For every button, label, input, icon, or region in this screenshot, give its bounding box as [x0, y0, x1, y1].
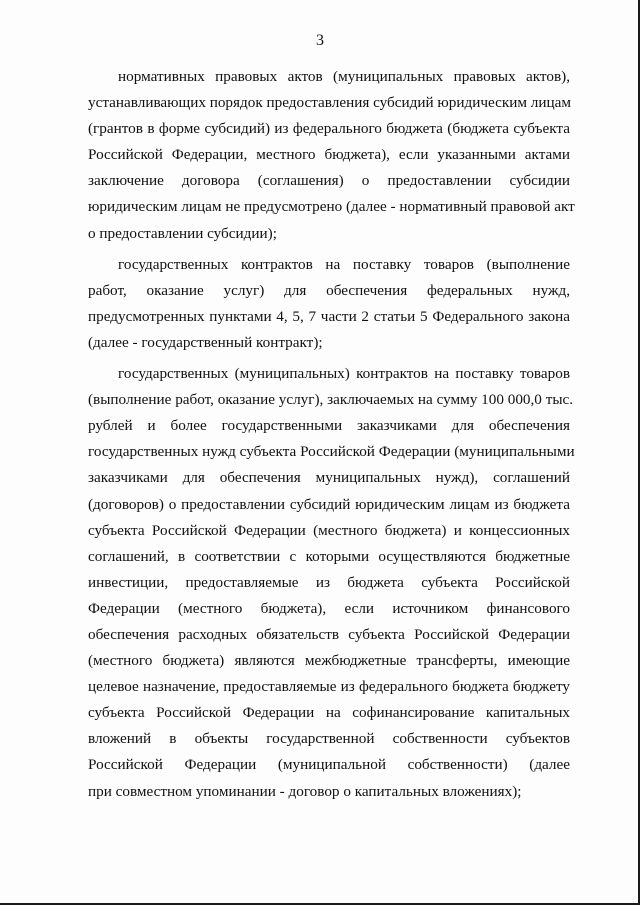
text-line: (грантов в форме субсидий) из федерального бюджета (бюджета субъекта [88, 120, 570, 138]
text-line: вложений в объекты государственной собственности субъектов [88, 730, 570, 748]
text-line: заключение договора (соглашения) о предоставлении субсидии [88, 172, 570, 190]
text-line: рублей и более государственными заказчиками для обеспечения [88, 417, 570, 435]
text-line: субъекта Российской Федерации (местного бюджета) и концессионных [88, 521, 570, 539]
paragraph [88, 252, 570, 356]
text-line: при совместном упоминании - договор о капитальных вложениях); [88, 782, 522, 800]
paragraph [88, 361, 575, 805]
text-line: (далее - государственный контракт); [88, 333, 323, 351]
text-line: государственных контрактов на поставку товаров (выполнение [118, 255, 570, 273]
document-body [88, 64, 575, 810]
text-line: государственных (муниципальных) контрактов на поставку товаров [118, 365, 570, 383]
text-line: о предоставлении субсидии); [88, 224, 277, 242]
text-line: целевое назначение, предоставляемые из федерального бюджета бюджету [88, 678, 570, 696]
page-number: 3 [316, 32, 324, 49]
text-line: (договоров) о предоставлении субсидий юридическим лицам из бюджета [88, 495, 570, 513]
text-line: обеспечения расходных обязательств субъекта Российской Федерации [88, 625, 570, 643]
text-line: Российской Федерации, местного бюджета), если указанными актами [88, 146, 570, 164]
text-line: государственных нужд субъекта Российской Федерации (муниципальными [88, 443, 575, 461]
text-line: соглашений, в соответствии с которыми осуществляются бюджетные [88, 547, 570, 565]
text-line: заказчиками для обеспечения муниципальных нужд), соглашений [88, 469, 570, 487]
text-line: субъекта Российской Федерации на софинансирование капитальных [88, 704, 570, 722]
text-line: юридическим лицам не предусмотрено (далее - нормативный правовой акт [88, 198, 575, 216]
text-line: устанавливающих порядок предоставления субсидий юридическим лицам [88, 94, 571, 112]
text-line: Российской Федерации (муниципальной собственности) (далее [88, 756, 570, 774]
text-line: инвестиции, предоставляемые из бюджета субъекта Российской [88, 573, 570, 591]
text-line: Федерации (местного бюджета), если источником финансового [88, 599, 570, 617]
text-line: нормативных правовых актов (муниципальных правовых актов), [118, 68, 570, 85]
text-line: (местного бюджета) являются межбюджетные трансферты, имеющие [88, 652, 570, 670]
text-line: работ, оказание услуг) для обеспечения федеральных нужд, [88, 281, 570, 299]
text-line: (выполнение работ, оказание услуг), заключаемых на сумму 100 000,0 тыс. [88, 391, 574, 409]
paragraph [88, 64, 575, 247]
text-line: предусмотренных пунктами 4, 5, 7 части 2 статьи 5 Федерального закона [88, 307, 570, 325]
